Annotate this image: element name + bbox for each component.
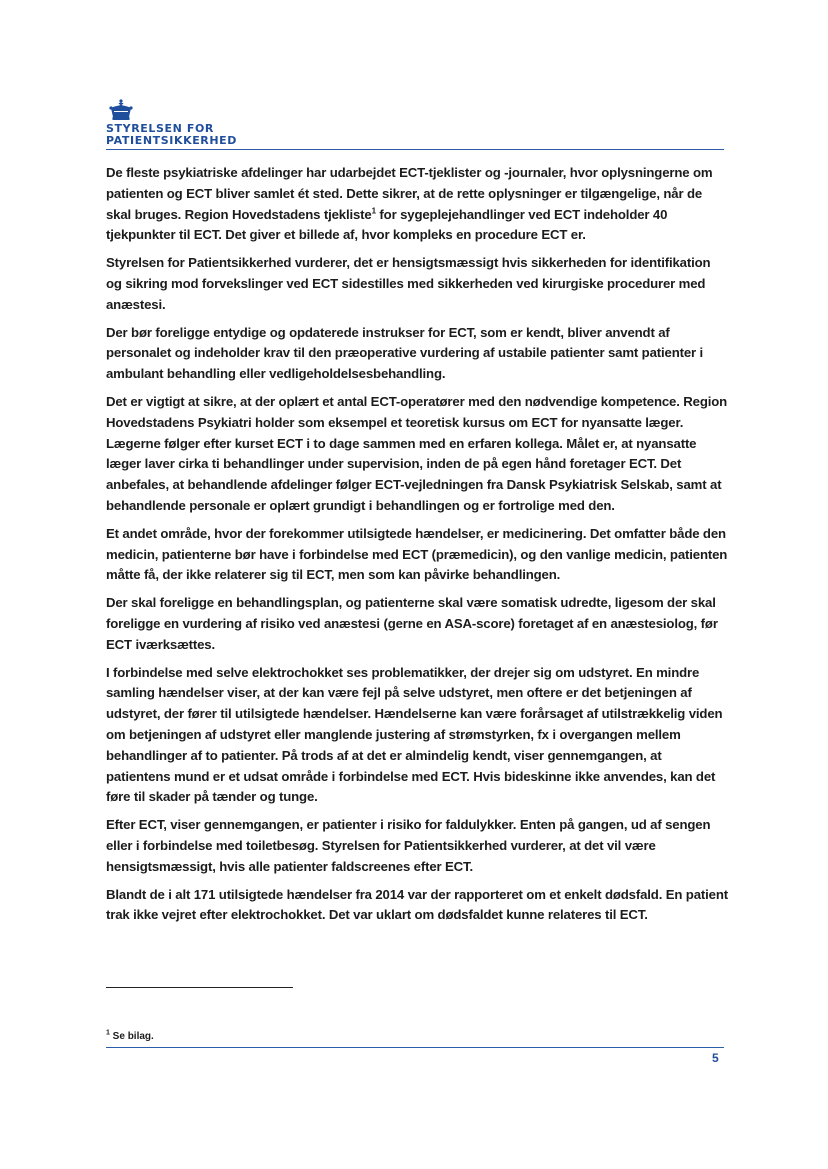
paragraph-2: Styrelsen for Patientsikkerhed vurderer, det er hensigtsmæssigt hvis sikkerheden for identifikation og sikring mod forvekslinger ved ECT sidestilles med sikkerheden ved kirurgiske procedurer med anæstesi. xyxy=(106,255,711,312)
paragraph-3: Der bør foreligge entydige og opdaterede instrukser for ECT, som er kendt, bliver anvendt af personalet og indeholder krav til den præoperative vurdering af ustabile patienter samt patienter i ambulant behandling eller vedligeholdelsesbehandling. xyxy=(106,324,704,382)
footnote-text: Se bilag. xyxy=(109,1031,154,1042)
paragraph-7: I forbindelse med selve elektrochokket ses problematikker, der drejer sig om udstyret. En mindre samling hændelser viser, at der kan være fejl på selve udstyret, men oftere er det betjeningen af udstyret, der fører til utilsigtede hændelser. Hændelserne kan være forårsaget af utilstrækkelig viden om betjeningen af udstyret eller manglende justering af strømstyrken, fx i overgangen mellem behandlinger af to patienter. På trods af at det er almindelig kendt, viser gennemgangen, at patientens mund er et udsat område i forbindelse med ECT. Hvis bideskinne ikke anvendes, kan det føre til skader på tænder og tunge. xyxy=(106,664,723,805)
paragraph-4: Det er vigtigt at sikre, at der oplært et antal ECT-operatører med den nødvendige kompetence. Region Hovedstadens Psykiatri holder som eksempel et teoretisk kursus om ECT for nyansatte læger. Lægerne følger efter kurset ECT i to dage sammen med en erfaren kollega. Målet er, at nyansatte læger laver cirka ti behandlinger under supervision, inden de på egen hånd foretager ECT. Det anbefales, at behandlende afdelinger følger ECT-vejledningen fra Dansk Psykiatrisk Selskab, samt at behandlende personale er oplært grundigt i behandlingen og er fortrolige med den. xyxy=(106,393,728,513)
paragraph-1 xyxy=(106,163,728,246)
paragraph-9: Blandt de i alt 171 utilsigtede hændelser fra 2014 var der rapporteret om et enkelt dødsfald. En patient trak ikke vejret efter elektrochokket. Det var uklart om dødsfaldet kunne relateres til ECT. xyxy=(106,886,728,923)
footnote-separator xyxy=(106,987,293,988)
logo-text-line2: PATIENTSIKKERHED xyxy=(106,134,238,147)
paragraph-8: Efter ECT, viser gennemgangen, er patienter i risiko for faldulykker. Enten på gangen, ud af sengen eller i forbindelse med toiletbesøg. Styrelsen for Patientsikkerhed vurderer, at det vil være hensigtsmæssigt, hvis alle patienter faldscreenes efter ECT. xyxy=(106,817,711,874)
crown-icon xyxy=(108,99,134,123)
paragraph-5: Et andet område, hvor der forekommer utilsigtede hændelser, er medicinering. Det omfatter både den medicin, patienterne bør have i forbindelse med ECT (præmedicin), og den vanlige medicin, patienten måtte få, der ikke relaterer sig til ECT, men som kan påvirke behandlingen. xyxy=(106,525,728,583)
paragraph-6: Der skal foreligge en behandlingsplan, og patienterne skal være somatisk udredte, ligesom der skal foreligge en vurdering af risiko ved anæstesi (gerne en ASA-score) foretaget af en anæstesiolog, før ECT iværksættes. xyxy=(106,595,718,652)
logo-text-line1: STYRELSEN FOR xyxy=(106,122,214,135)
header-divider xyxy=(106,149,724,150)
agency-logo xyxy=(106,99,266,147)
footnote xyxy=(106,1031,154,1042)
paragraph-1-text-b: for sygeplejehandlinger ved ECT indeholder 40 tjekpunkter til ECT. Det giver et billede af, hvor kompleks en procedure ECT er. xyxy=(106,206,668,243)
body-text xyxy=(106,163,728,933)
footnote-mark: 1 xyxy=(106,1029,110,1037)
footer-divider xyxy=(106,1047,724,1048)
page-number: 5 xyxy=(712,1051,719,1065)
footnote-reference[interactable]: 1 xyxy=(371,206,376,216)
paragraph-1-text-a: De fleste psykiatriske afdelinger har udarbejdet ECT-tjeklister og -journaler, hvor oplysningerne om patienten og ECT bliver samlet ét sted. Dette sikrer, at de rette oplysninger er tilgængelige, når de skal bruges. Region Hovedstadens tjekliste xyxy=(106,165,713,222)
